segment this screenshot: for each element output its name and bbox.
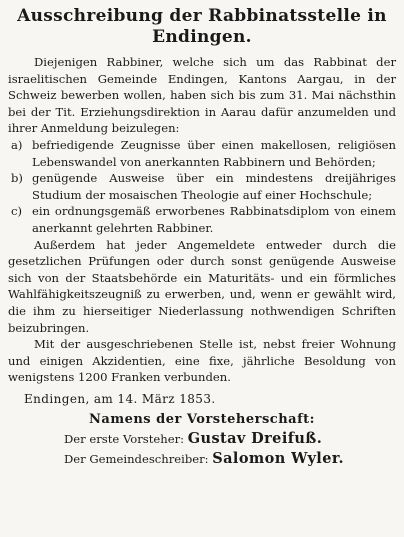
list-item-text: genügende Ausweise über ein mindestens dreijähriges Studium der mosaischen Theologie auf einer Hochschule; — [32, 171, 396, 202]
signature-name: Salomon Wyler. — [212, 449, 344, 467]
list-item — [8, 137, 396, 170]
signature-role: Der Gemeindeschreiber: — [64, 451, 209, 466]
list-item — [8, 170, 396, 203]
salary-paragraph: Mit der ausgeschriebenen Stelle ist, nebst freier Wohnung und einigen Akzidentien, eine fixe, jährliche Besoldung von wenigstens 1200 Franken verbunden. — [8, 337, 396, 385]
list-item-label: c) — [11, 204, 23, 219]
list-item-text: befriedigende Zeugnisse über einen makellosen, religiösen Lebenswandel von anerkannten Rabbinern und Behörden; — [32, 137, 396, 169]
signature-line — [8, 449, 396, 469]
page-title: Ausschreibung der Rabbinatsstelle in Endingen. — [17, 6, 387, 47]
list-item — [8, 203, 396, 236]
list-item-text: ein ordnungsgemäß erworbenes Rabbinatsdiplom von einem anerkannt gelehrten Rabbiner. — [32, 204, 396, 235]
list-item-label: a) — [11, 137, 23, 152]
intro-paragraph: Diejenigen Rabbiner, welche sich um das Rabbinat der israelitischen Gemeinde Endingen, Kantons Aargau, in der Schweiz bewerben wollen, haben sich bis zum 31. Mai nächsthin bei der Tit. Erziehungsdirektion in Aarau dafür anzumelden und ihrer Anmeldung beizulegen: — [8, 55, 396, 136]
requirements-list — [8, 137, 396, 237]
exam-paragraph: Außerdem hat jeder Angemeldete entweder durch die gesetzlichen Prüfungen oder durch sonst genügende Ausweise sich von der Staatsbehörde ein Maturitäts- und ein förmliches Wahlfähigkeitszeugniß zu erwerben, und, wenn er gewählt wird, die ihm zu hierseitiger Niederlassung nothwendigen Schriften beizubringen. — [8, 237, 396, 335]
board-heading: Namens der Vorsteherschaft: — [89, 411, 315, 427]
place-date: Endingen, am 14. März 1853. — [24, 391, 216, 406]
signature-line — [8, 429, 396, 449]
signature-name: Gustav Dreifuß. — [187, 429, 323, 447]
list-item-label: b) — [11, 171, 23, 186]
signature-role: Der erste Vorsteher: — [64, 431, 185, 446]
